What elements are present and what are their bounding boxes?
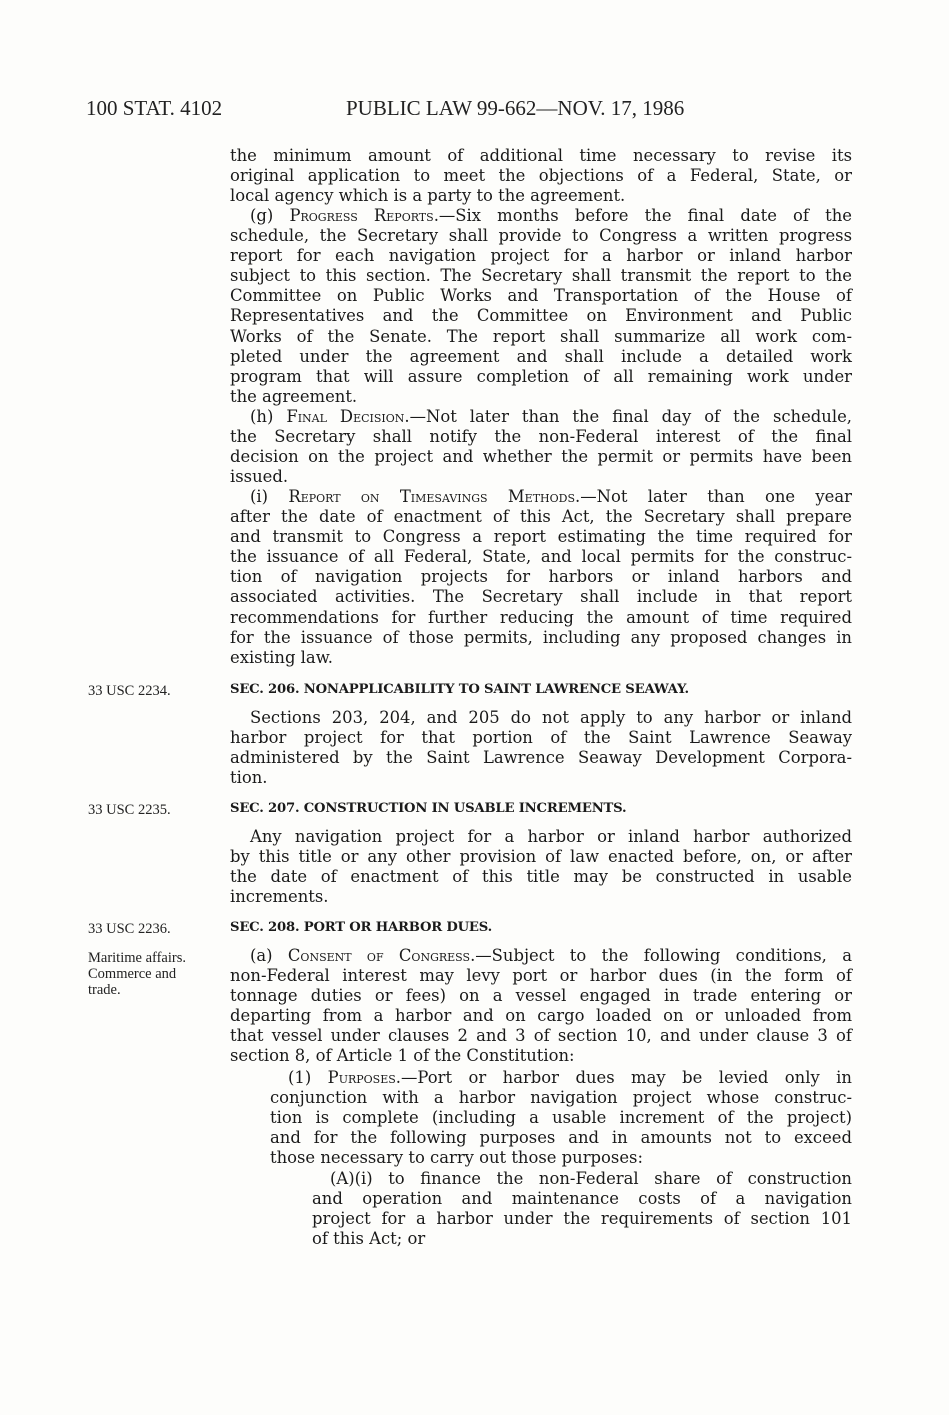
text-line: subject to this section. The Secretary shall transmit the report to the xyxy=(230,266,852,286)
text-line: schedule, the Secretary shall provide to Congress a written progress xyxy=(230,226,852,246)
text-line: conjunction with a harbor navigation project whose construc- xyxy=(270,1088,852,1108)
text-line: and operation and maintenance costs of a navigation xyxy=(312,1189,852,1209)
text-line: and for the following purposes and in amounts not to exceed xyxy=(270,1128,852,1148)
text-line: existing law. xyxy=(230,647,333,667)
paragraph-heading: Report on Timesavings Methods xyxy=(288,487,576,506)
text-segment: .—Not later than one year xyxy=(575,487,852,506)
text-line: tion is complete (including a usable increment of the project) xyxy=(270,1108,852,1128)
text-line: Any navigation project for a harbor or inland harbor authorized xyxy=(250,827,852,846)
text-line: (A)(i) to finance the non-Federal share of construction xyxy=(330,1169,852,1188)
paragraph-heading: Progress Reports xyxy=(289,206,434,225)
text-line: the issuance of all Federal, State, and local permits for the construc- xyxy=(230,547,852,567)
text-segment: .—Not later than the final day of the schedule, xyxy=(404,407,852,426)
text-line: non-Federal interest may levy port or harbor dues (in the form of xyxy=(230,966,852,986)
text-line: tion. xyxy=(230,768,268,788)
paragraph-heading: Consent of Congress xyxy=(287,946,471,965)
text-line: that vessel under clauses 2 and 3 of section 10, and under clause 3 of xyxy=(230,1026,852,1046)
text-line: associated activities. The Secretary shall include in that report xyxy=(230,587,852,607)
text-line: the minimum amount of additional time necessary to revise its xyxy=(230,146,852,165)
text-line: the agreement. xyxy=(230,386,358,406)
text-line: the date of enactment of this title may be constructed in usable xyxy=(230,867,852,887)
text-line xyxy=(270,1068,852,1088)
text-line: after the date of enactment of this Act, the Secretary shall prepare xyxy=(230,507,852,527)
section-heading-208: SEC. 208. PORT OR HARBOR DUES. xyxy=(230,920,493,935)
paragraph-heading: Purposes xyxy=(327,1068,396,1087)
text-segment: (1) xyxy=(288,1068,328,1087)
text-line: decision on the project and whether the permit or permits have been xyxy=(230,447,852,467)
paragraph-sec-207-body xyxy=(230,827,852,907)
text-segment: .—Six months before the final date of the xyxy=(433,206,852,225)
text-segment: (g) xyxy=(250,206,290,225)
text-line: of this Act; or xyxy=(312,1229,426,1249)
text-line: harbor project for that portion of the Saint Lawrence Seaway xyxy=(230,728,852,748)
paragraph-a-i xyxy=(312,1169,852,1249)
text-line: the Secretary shall notify the non-Federal interest of the final xyxy=(230,427,852,447)
text-line xyxy=(230,946,852,966)
margin-note-usc-2235: 33 USC 2235. xyxy=(88,802,171,818)
text-segment: .—Port or harbor dues may be levied only in xyxy=(395,1068,852,1087)
text-line: original application to meet the objections of a Federal, State, or xyxy=(230,166,852,186)
margin-note-usc-2234: 33 USC 2234. xyxy=(88,683,171,699)
paragraph-h-final-decision xyxy=(230,407,852,487)
text-line xyxy=(230,206,852,226)
text-line: administered by the Saint Lawrence Seaway Development Corpora- xyxy=(230,748,852,768)
section-heading-206: SEC. 206. NONAPPLICABILITY TO SAINT LAWRENCE SEAWAY. xyxy=(230,682,689,697)
text-line xyxy=(230,407,852,427)
margin-note-trade: trade. xyxy=(88,982,121,998)
running-head: PUBLIC LAW 99-662—NOV. 17, 1986 xyxy=(346,96,685,120)
text-line: and transmit to Congress a report estimating the time required for xyxy=(230,527,852,547)
text-line: departing from a harbor and on cargo loaded on or unloaded from xyxy=(230,1006,852,1026)
paragraph-heading: Final Decision xyxy=(286,407,405,426)
text-line: by this title or any other provision of law enacted before, on, or after xyxy=(230,847,852,867)
margin-note-commerce: Commerce and xyxy=(88,966,177,982)
text-line: section 8, of Article 1 of the Constitution: xyxy=(230,1046,575,1066)
text-line: report for each navigation project for a harbor or inland harbor xyxy=(230,246,852,266)
text-segment: (h) xyxy=(250,407,287,426)
paragraph-a-consent-of-congress xyxy=(230,946,852,1067)
text-line: tion of navigation projects for harbors or inland harbors and xyxy=(230,567,852,587)
text-line: increments. xyxy=(230,887,329,907)
paragraph-1-purposes xyxy=(270,1068,852,1168)
text-line: local agency which is a party to the agreement. xyxy=(230,186,626,206)
margin-note-maritime: Maritime affairs. xyxy=(88,950,186,966)
text-line: program that will assure completion of all remaining work under xyxy=(230,366,852,386)
section-heading-207: SEC. 207. CONSTRUCTION IN USABLE INCREMENTS. xyxy=(230,801,627,816)
paragraph-continuation xyxy=(230,146,852,206)
text-segment: (i) xyxy=(250,487,289,506)
margin-note-usc-2236: 33 USC 2236. xyxy=(88,921,171,937)
text-segment: (a) xyxy=(250,946,288,965)
text-line: project for a harbor under the requirements of section 101 xyxy=(312,1209,852,1229)
text-line: those necessary to carry out those purposes: xyxy=(270,1148,643,1168)
text-line: Committee on Public Works and Transportation of the House of xyxy=(230,286,852,306)
text-line: Representatives and the Committee on Environment and Public xyxy=(230,306,852,326)
text-line: tonnage duties or fees) on a vessel engaged in trade entering or xyxy=(230,986,852,1006)
paragraph-sec-206-body xyxy=(230,708,852,788)
paragraph-i-report-timesavings xyxy=(230,487,852,668)
text-line: for the issuance of those permits, including any proposed changes in xyxy=(230,627,852,647)
paragraph-g-progress-reports xyxy=(230,206,852,407)
text-line: Sections 203, 204, and 205 do not apply to any harbor or inland xyxy=(250,708,852,727)
text-line: issued. xyxy=(230,467,289,487)
text-line: pleted under the agreement and shall include a detailed work xyxy=(230,346,852,366)
text-segment: .—Subject to the following conditions, a xyxy=(470,946,852,965)
stat-page-number: 100 STAT. 4102 xyxy=(86,96,223,120)
text-line: recommendations for further reducing the amount of time required xyxy=(230,607,852,627)
text-line: Works of the Senate. The report shall summarize all work com- xyxy=(230,326,852,346)
text-line xyxy=(230,487,852,507)
